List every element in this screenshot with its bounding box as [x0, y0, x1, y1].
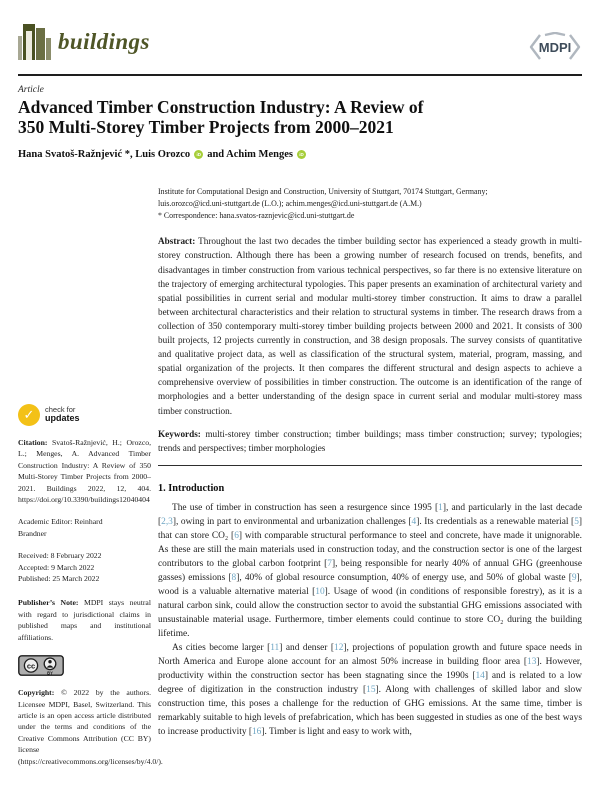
publishers-note-text: MDPI stays neutral with regard to jurisdictional claims in published maps and institutional affiliations. — [18, 598, 151, 642]
affiliation-block — [158, 186, 582, 221]
accepted-date: Accepted: 9 March 2022 — [18, 562, 95, 572]
section-heading-introduction: 1. Introduction — [158, 482, 225, 494]
published-date: Published: 25 March 2022 — [18, 574, 100, 584]
title-line1: Advanced Timber Construction Industry: A Review of — [18, 97, 424, 117]
keywords-text: multi-storey timber construction; timber buildings; mass timber construction; survey; typologies; trends and perspectives; timber morphologies — [158, 428, 582, 453]
keywords-paragraph — [158, 427, 582, 455]
authors-line — [18, 149, 306, 160]
affiliation-line2: luis.orozco@icd.uni-stuttgart.de (L.O.); achim.menges@icd.uni-stuttgart.de (A.M.) — [158, 198, 422, 208]
mdpi-logo — [526, 32, 584, 67]
citation-ref[interactable]: 16 — [251, 726, 262, 737]
citation-ref[interactable]: 4 — [411, 516, 417, 527]
citation-ref[interactable]: 6 — [234, 530, 239, 541]
citation-ref[interactable]: 2,3 — [161, 516, 173, 527]
authors-part2: and Achim Menges — [207, 149, 293, 160]
check-for-updates-label — [45, 406, 80, 424]
citation-ref[interactable]: 9 — [571, 572, 577, 583]
citation-ref[interactable]: 11 — [270, 642, 280, 653]
received-date: Received: 8 February 2022 — [18, 551, 102, 561]
copyright-block — [18, 687, 163, 767]
cc-by-license-badge[interactable] — [18, 655, 64, 676]
citation-ref[interactable]: 7 — [327, 558, 332, 569]
citation-ref[interactable]: 14 — [475, 670, 485, 681]
title-line2: 350 Multi-Storey Timber Projects from 2000–2021 — [18, 117, 394, 137]
citation-block — [18, 437, 151, 505]
journal-logo — [18, 22, 150, 62]
main-column — [158, 186, 582, 739]
by-label: BY — [47, 670, 53, 676]
citation-label: Citation: — [18, 438, 48, 447]
check-for-updates-badge[interactable] — [18, 404, 151, 426]
copyright-label: Copyright: — [18, 688, 55, 698]
mdpi-wordmark: MDPI — [538, 40, 572, 55]
intro-paragraph-1: The use of timber in construction has seen a resurgence since 1995 [1], and particularly in the last decade [2,3], owing in part to environmental and urbanization challenges [4]. Its credentials as a renewable material [5] that can store CO₂ [6] with comparable structural performance to steel and concrete, have made it unignorable. As these are still the main materials used in construction today, and the construction sector is one of the largest contributors to the global carbon footprint [7], being responsible for nearly 40% of annual GHG (greenhouse gasses) emissions [8], 40% of global resource consumption, 40% of energy use, and 50% of global waste [9], wood is a valuable alternative material [10]. Usage of wood (in conditions of responsible forestry), as it is a natural carbon sink, could allow the construction sector to avoid the substantial GHG emissions associated with unsustainable material usage. Furthermore, timber elements could continue to store CO₂ during the building lifetime. — [158, 502, 582, 639]
header-divider — [18, 74, 582, 76]
check-icon: ✓ — [18, 404, 40, 426]
citation-ref[interactable]: 10 — [315, 586, 325, 597]
copyright-text: © 2022 by the authors. Licensee MDPI, Basel, Switzerland. This article is an open access article distributed under the terms and conditions of the Creative Commons Attribution (CC BY) license (https://creativecommons.org/licenses/by/4.0/). — [18, 688, 163, 766]
person-icon — [48, 660, 51, 663]
meta-sidebar — [18, 404, 163, 767]
cc-icon: cc — [26, 661, 36, 671]
affiliation-line1: Institute for Computational Design and Construction, University of Stuttgart, 70174 Stuttgart, Germany; — [158, 187, 488, 196]
buildings-logo-icon — [18, 22, 51, 62]
check-for-text: check for — [45, 405, 76, 415]
publishers-note-label: Publisher’s Note: — [18, 598, 79, 608]
authors-part1: Hana Svatoš-Ražnjević *, Luis Orozco — [18, 149, 191, 160]
orcid-icon[interactable]: iD — [297, 150, 306, 159]
updates-text: updates — [45, 413, 80, 424]
page-title — [18, 97, 584, 137]
article-type-label: Article — [18, 85, 44, 95]
academic-editor-block — [18, 516, 151, 539]
publishers-note-block — [18, 597, 151, 643]
orcid-icon[interactable]: iD — [194, 150, 203, 159]
academic-editor-line2: Brandner — [18, 528, 47, 538]
citation-ref[interactable]: 15 — [366, 684, 376, 695]
keywords-label: Keywords: — [158, 428, 201, 439]
citation-ref[interactable]: 8 — [231, 572, 237, 583]
citation-ref[interactable]: 12 — [334, 642, 344, 653]
abstract-text: Throughout the last two decades the timber building sector has experienced a steady growth in multi-storey construction. Although there has been a growing number of research focused on trends, benefits, and disadvantages in timber construction from various technical perspectives, so far there is no extensive literature on the trajectory of emerging architectural typologies. This paper presents an examination of architectural variety and spatial possibilities in current serial and modular multi-storey timber construction. It aims to draw a parallel between architectural characteristics and their relation to structural systems in timber. The research draws from a collection of 350 contemporary multi-storey timber building projects between 2000 and 2021. It consists of 300 built projects, 12 projects currently in construction, and 38 design proposals. The survey consists of quantitative and qualitative project data, as well as classification of the structural system, material, program, massing, and spatial organization of the projects. It then compares the different structural and design aspects to achieve a comprehensive overview of possibilities in timber construction. The outcome is an identification of the range of morphologies and a better understanding of the design space in current serial and modular multi-storey mass timber construction. — [158, 236, 582, 416]
abstract-paragraph — [158, 234, 582, 417]
journal-name: buildings — [58, 29, 150, 54]
citation-ref[interactable]: 5 — [574, 516, 579, 527]
abstract-label: Abstract: — [158, 236, 196, 247]
citation-text: Svatoš-Ražnjević, H.; Orozco, L.; Menges, A. Advanced Timber Construction Industry: A Review of 350 Multi-Storey Timber Projects from 2000–2021. Buildings 2022, 12, 404. https://doi.org/10.3390/buildings12040404 — [18, 438, 151, 505]
dates-block — [18, 550, 151, 584]
keywords-divider — [158, 465, 582, 466]
intro-paragraph-2: As cities become larger [11] and denser [12], projections of population growth and future space needs in North America and Europe alone account for an almost 50% increase in building floor area [13]. However, productivity within the construction sector has been stagnating since the 1990s [14] and is related to a low degree of digitization in the construction industry [15]. Along with challenges of skilled labor and slow construction time, this poses a challenge for the reduction of GHG emissions. At the same time, timber is remarkably suitable to high levels of prefabrication, which has been suggested in studies as one of the best ways to increase productivity [16]. Timber is light and easy to work with, — [158, 642, 583, 737]
citation-ref[interactable]: 13 — [527, 656, 537, 667]
academic-editor-line1: Academic Editor: Reinhard — [18, 517, 103, 527]
citation-ref[interactable]: 1 — [438, 502, 443, 513]
correspondence-line: * Correspondence: hana.svatos-raznjevic@icd.uni-stuttgart.de — [158, 210, 355, 220]
